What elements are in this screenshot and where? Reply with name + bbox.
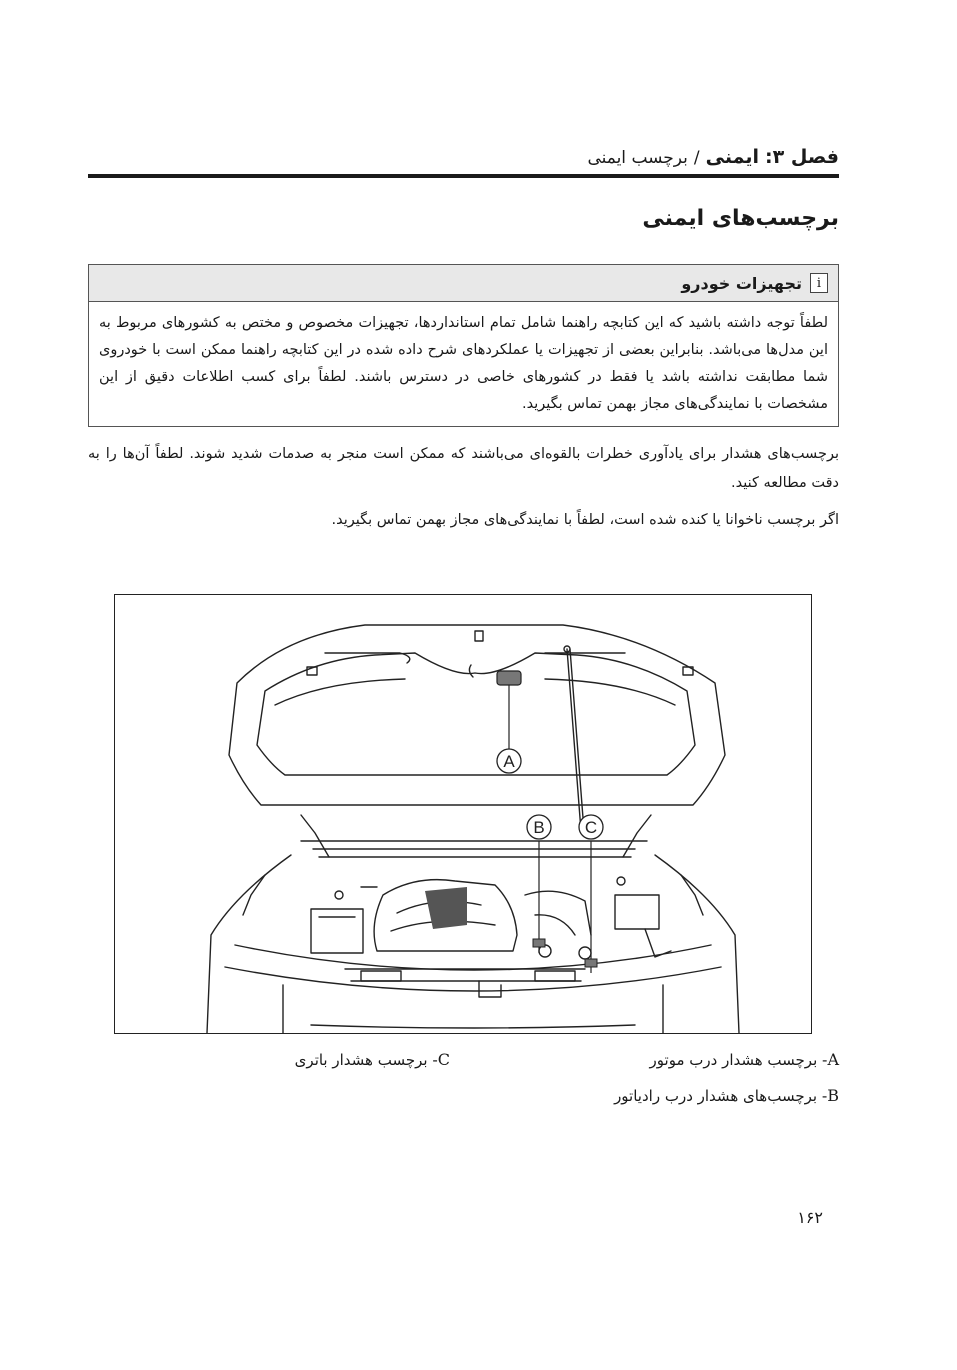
callout-a-letter: A (503, 752, 515, 771)
chapter-header (88, 140, 839, 178)
chapter-label: فصل ۳: (765, 146, 839, 168)
caption-a (650, 1050, 839, 1069)
hood-inner-panel (257, 653, 695, 775)
battery-warning-label-C (585, 959, 597, 967)
battery-box (311, 909, 363, 953)
caption-a-letter: A (827, 1050, 839, 1069)
section-name: برچسب ایمنی (587, 148, 688, 168)
right-fender (655, 855, 739, 1033)
caption-c-letter: C (437, 1050, 450, 1069)
caption-b-text: - برچسب‌های هشدار درب رادیاتور (614, 1087, 828, 1105)
callout-a (497, 749, 521, 773)
caption-b-letter: B (827, 1086, 839, 1105)
callout-c (579, 815, 603, 839)
info-box-body: لطفاً توجه داشته باشید که این کتابچه راهنما شامل تمام استانداردها، تجهیزات مخصوص و مختص به کشورهای مربوط به این مدل‌ها می‌باشد. بنابراین بعضی از تجهیزات یا عملکردهای شرح داده شده در این کتابچه راهنما ممکن است با خودروی شما مطابقت نداشته باشد یا فقط در کشورهای خاصی در دسترس باشند. لطفاً برای کسب اطلاعات دقیق از این مشخصات با نمایندگی‌های مجاز بهمن تماس بگیرید. (99, 315, 828, 412)
caption-b (614, 1086, 839, 1105)
header-separator: / (693, 148, 700, 168)
radiator-warning-label-B (533, 939, 545, 947)
section-title: برچسب‌های ایمنی (642, 206, 839, 231)
callout-c-letter: C (584, 818, 598, 837)
caption-a-text: - برچسب هشدار درب موتور (649, 1051, 828, 1069)
page-number: ۱۶۲ (797, 1208, 823, 1227)
callout-b-letter: B (533, 818, 545, 837)
info-box (88, 264, 839, 427)
caption-c-text: - برچسب هشدار باتری (294, 1051, 438, 1069)
caption-c (295, 1050, 450, 1069)
contact-paragraph: اگر برچسب ناخوانا یا کنده شده است، لطفاً با نمایندگی‌های مجاز بهمن تماس بگیرید. (331, 512, 839, 528)
warning-paragraph: برچسب‌های هشدار برای یادآوری خطرات بالقوه‌ای می‌باشند که ممکن است منجر به صدمات شدید شوند. لطفاً آن‌ها را به دقت مطالعه کنید. (88, 446, 839, 491)
hood-warning-label-A (497, 671, 521, 685)
info-box-title: تجهیزات خودرو (681, 273, 802, 293)
callout-b (527, 815, 551, 839)
hood-outline (229, 625, 725, 805)
chapter-name: ایمنی (705, 146, 760, 168)
engine-bay-drawing (115, 595, 811, 1033)
left-fender (207, 855, 291, 1033)
engine-bay-figure (114, 594, 812, 1034)
info-icon: i (810, 273, 828, 293)
info-box-header (89, 265, 838, 302)
